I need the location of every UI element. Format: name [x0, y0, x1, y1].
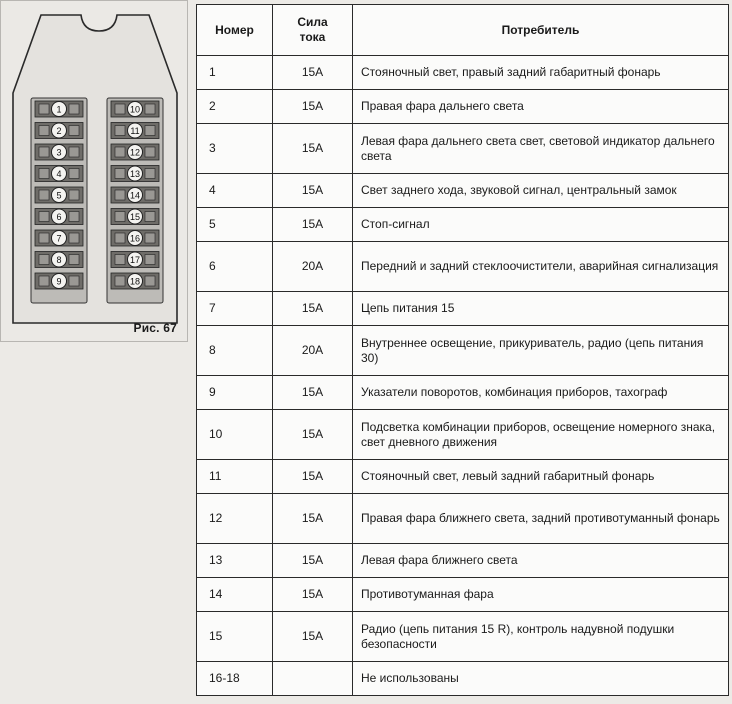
- table-row: [197, 662, 729, 696]
- cell-number: 1: [197, 56, 273, 90]
- cell-current: 15A: [273, 376, 353, 410]
- fuse-label: 5: [56, 190, 62, 201]
- cell-consumer: Противотуманная фара: [353, 578, 729, 612]
- cell-consumer: Стояночный свет, левый задний габаритный фонарь: [353, 460, 729, 494]
- table-row: [197, 90, 729, 124]
- cell-current: 15A: [273, 90, 353, 124]
- cell-number: 6: [197, 242, 273, 292]
- fuse-label: 13: [129, 169, 141, 179]
- fuse-label: 9: [56, 276, 62, 287]
- table-row: [197, 174, 729, 208]
- cell-consumer: Не использованы: [353, 662, 729, 696]
- table-row: [197, 376, 729, 410]
- fuse-column-left: [31, 98, 87, 303]
- table-row: [197, 460, 729, 494]
- cell-current: 15A: [273, 208, 353, 242]
- cell-current: [273, 662, 353, 696]
- cell-number: 4: [197, 174, 273, 208]
- fuse-label: 4: [56, 169, 62, 179]
- cell-current: 20A: [273, 326, 353, 376]
- fuse-label: 11: [130, 126, 140, 136]
- fuse-label: 10: [129, 104, 141, 115]
- figure-caption: Рис. 67: [133, 321, 177, 335]
- fuse-1: [35, 101, 83, 117]
- fuse-label: 12: [129, 147, 141, 158]
- fuse-label: 14: [129, 190, 141, 201]
- cell-consumer: Указатели поворотов, комбинация приборов, тахограф: [353, 376, 729, 410]
- header-current: Сила тока: [273, 5, 353, 56]
- cell-current: 15A: [273, 410, 353, 460]
- table-header-row: [197, 5, 729, 56]
- fuse-11: [111, 123, 159, 139]
- table-row: [197, 56, 729, 90]
- fuse-label: 2: [56, 126, 62, 136]
- table-row: [197, 208, 729, 242]
- fuse-label: 15: [129, 212, 141, 222]
- cell-current: 15A: [273, 578, 353, 612]
- table-row: [197, 242, 729, 292]
- fuse-label: 7: [56, 233, 62, 244]
- fuse-13: [111, 166, 159, 182]
- fuse-label: 3: [56, 147, 62, 158]
- fuse-label: 18: [129, 276, 141, 287]
- fuse-5: [35, 187, 83, 203]
- cell-consumer: Правая фара дальнего света: [353, 90, 729, 124]
- cell-current: 15A: [273, 56, 353, 90]
- fuse-4: [35, 166, 83, 182]
- fuse-9: [35, 273, 83, 289]
- header-consumer: Потребитель: [353, 5, 729, 56]
- cell-consumer: Левая фара ближнего света: [353, 544, 729, 578]
- cell-number: 15: [197, 612, 273, 662]
- cell-consumer: Передний и задний стеклоочистители, аварийная сигнализация: [353, 242, 729, 292]
- fuse-10: [111, 101, 159, 117]
- cell-consumer: Левая фара дальнего света свет, световой индикатор дальнего света: [353, 124, 729, 174]
- table-row: [197, 326, 729, 376]
- fuse-box-diagram: [1, 1, 189, 343]
- table-row: [197, 612, 729, 662]
- cell-current: 15A: [273, 494, 353, 544]
- cell-consumer: Внутреннее освещение, прикуриватель, радио (цепь питания 30): [353, 326, 729, 376]
- cell-number: 16-18: [197, 662, 273, 696]
- fuse-column-right: [107, 98, 163, 303]
- fuse-label: 17: [129, 255, 141, 265]
- fuse-7: [35, 230, 83, 246]
- cell-number: 3: [197, 124, 273, 174]
- cell-current: 15A: [273, 292, 353, 326]
- cell-consumer: Правая фара ближнего света, задний противотуманный фонарь: [353, 494, 729, 544]
- fuse-17: [111, 252, 159, 268]
- cell-consumer: Стояночный свет, правый задний габаритный фонарь: [353, 56, 729, 90]
- cell-current: 15A: [273, 124, 353, 174]
- fuse-8: [35, 252, 83, 268]
- cell-consumer: Стоп-сигнал: [353, 208, 729, 242]
- table-row: [197, 124, 729, 174]
- fuse-label: 1: [56, 104, 62, 115]
- fuse-2: [35, 123, 83, 139]
- fuse-12: [111, 144, 159, 160]
- cell-number: 2: [197, 90, 273, 124]
- fuse-label: 6: [56, 212, 62, 222]
- fuse-6: [35, 209, 83, 225]
- fuse-label: 8: [56, 255, 62, 265]
- cell-current: 20A: [273, 242, 353, 292]
- fuse-16: [111, 230, 159, 246]
- fuse-table: [196, 4, 729, 696]
- table-row: [197, 494, 729, 544]
- cell-number: 14: [197, 578, 273, 612]
- cell-number: 5: [197, 208, 273, 242]
- table-row: [197, 578, 729, 612]
- fuse-18: [111, 273, 159, 289]
- cell-number: 12: [197, 494, 273, 544]
- cell-consumer: Цепь питания 15: [353, 292, 729, 326]
- fuse-3: [35, 144, 83, 160]
- table-row: [197, 410, 729, 460]
- cell-number: 7: [197, 292, 273, 326]
- cell-number: 8: [197, 326, 273, 376]
- fuse-15: [111, 209, 159, 225]
- header-number: Номер: [197, 5, 273, 56]
- cell-number: 13: [197, 544, 273, 578]
- fuse-label: 16: [129, 233, 141, 244]
- cell-number: 9: [197, 376, 273, 410]
- cell-current: 15A: [273, 612, 353, 662]
- cell-consumer: Радио (цепь питания 15 R), контроль надувной подушки безопасности: [353, 612, 729, 662]
- cell-consumer: Подсветка комбинации приборов, освещение номерного знака, свет дневного движения: [353, 410, 729, 460]
- cell-number: 10: [197, 410, 273, 460]
- cell-current: 15A: [273, 544, 353, 578]
- cell-number: 11: [197, 460, 273, 494]
- cell-current: 15A: [273, 174, 353, 208]
- cell-consumer: Свет заднего хода, звуковой сигнал, центральный замок: [353, 174, 729, 208]
- fuse-14: [111, 187, 159, 203]
- fuse-box-figure: [0, 0, 188, 342]
- table-row: [197, 544, 729, 578]
- table-row: [197, 292, 729, 326]
- cell-current: 15A: [273, 460, 353, 494]
